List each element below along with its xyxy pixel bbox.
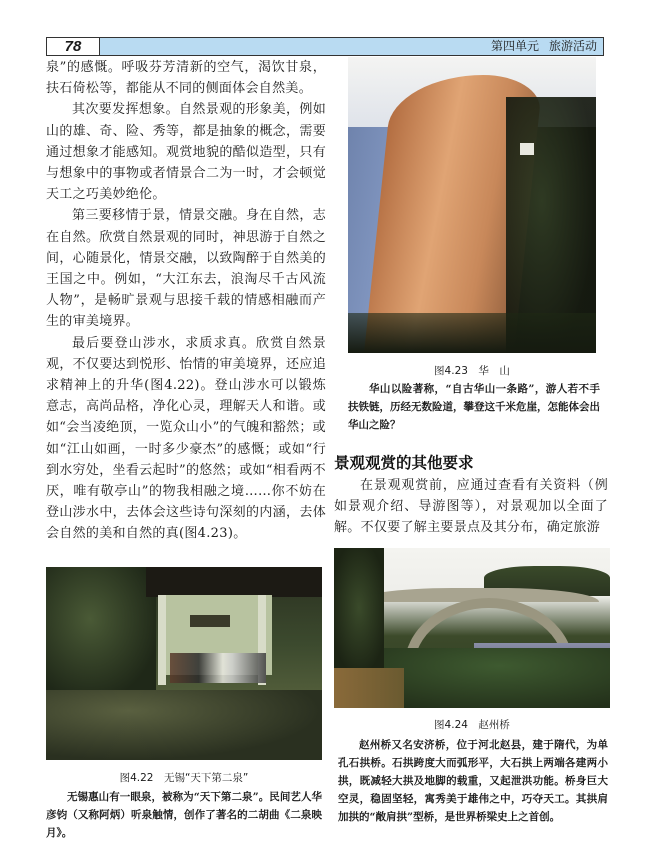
unit-title: 旅游活动 bbox=[548, 39, 597, 53]
rockery-pool bbox=[46, 690, 322, 760]
pavilion bbox=[520, 143, 534, 155]
left-tree bbox=[334, 548, 384, 668]
right-paragraph-1: 在景观观赏前，应通过查看有关资料（例如景观介绍、导游图等），对景观加以全面了解。不仅要了解主要景点及其分布，确定旅游 bbox=[334, 478, 608, 536]
huashan-photo bbox=[348, 57, 596, 353]
wuxi-spring-photo bbox=[46, 567, 322, 760]
fig-4-22-caption: 图4.22 无锡“天下第二泉” bbox=[119, 772, 249, 784]
page-number: 78 bbox=[47, 38, 100, 55]
plaque bbox=[190, 615, 230, 627]
pavilion-roof bbox=[146, 567, 322, 597]
pillar bbox=[158, 595, 166, 685]
section-title: 景观观赏的其他要求 bbox=[334, 454, 474, 472]
page-header bbox=[46, 37, 604, 56]
paragraph-2: 其次要发挥想象。自然景观的形象美，例如山的雄、奇、险、秀等，都是抽象的概念，需要通过想象才能感知。观赏地貌的酷似造型，只有与想象中的事物或者情景合二为一时，才会顿觉天工之巧美妙绝伦。 bbox=[46, 102, 326, 203]
unit-label: 第四单元 bbox=[490, 39, 539, 53]
fig-4-23-note: 华山以险著称，“自古华山一条路”，游人若不手扶铁链，历经无数险道，攀登这千米危崖，怎能体会出华山之险？ bbox=[348, 383, 600, 431]
paragraph-3: 第三要移情于景，情景交融。身在自然，志在自然。欣赏自然景观的同时，神思游于自然之间，心随景化，情景交融，以致陶醉于自然美的王国之中。例如，“大江东去，浪淘尽千古风流人物”，是畅旷景观与思接千载的情感相融而产生的审美境界。 bbox=[46, 208, 326, 330]
paragraph-1: 泉”的感慨。呼吸芬芳清新的空气，渴饮甘泉，扶石倚松等，都能从不同的侧面体会自然美。 bbox=[46, 60, 326, 97]
foreground-trees bbox=[348, 313, 596, 353]
unit-banner bbox=[100, 38, 603, 55]
fig-4-23-caption: 图4.23 华 山 bbox=[434, 365, 510, 377]
fig-4-24-caption: 图4.24 赵州桥 bbox=[434, 719, 510, 731]
paragraph-4: 最后要登山涉水，求质求真。欣赏自然景观，不仅要达到悦形、怡情的审美境界，还应追求精神上的升华(图4.22)。登山涉水可以锻炼意志，高尚品格，净化心灵，理解天人和谐。或如“会当凌绝顶，一览众山小”的气魄和豁然；或如“江山如画，一时多少豪杰”的感慨；或如“行到水穷处，坐看云起时”的悠然；或如“相看两不厌，唯有敬亭山”的物我相融之境……你不妨在登山涉水中，去体会这些诗句深刻的内涵，去体会自然的美和自然的真(图4.23)。 bbox=[46, 335, 326, 542]
visitors bbox=[170, 653, 266, 683]
left-column bbox=[46, 57, 326, 545]
right-column bbox=[334, 475, 608, 539]
fig-4-22-note: 无锡惠山有一眼泉，被称为“天下第二泉”。民间艺人华彦钧（又称阿炳）听泉触情，创作了著名的二胡曲《二泉映月》。 bbox=[46, 791, 322, 839]
fig-4-24-note: 赵州桥又名安济桥，位于河北赵县，建于隋代，为单孔石拱桥。石拱跨度大而弧形平，大石拱上两端各建两小拱，既减轻大拱及地脚的载重，又起泄洪功能。桥身巨大空灵，稳固坚轻，寓秀美于雄伟之中，巧夺天工。其拱肩加拱的“敞肩拱”型桥，是世界桥梁史上之首创。 bbox=[338, 739, 608, 823]
zhaozhou-bridge-photo bbox=[334, 548, 610, 708]
left-trees bbox=[46, 567, 156, 697]
dirt-path bbox=[334, 668, 404, 708]
